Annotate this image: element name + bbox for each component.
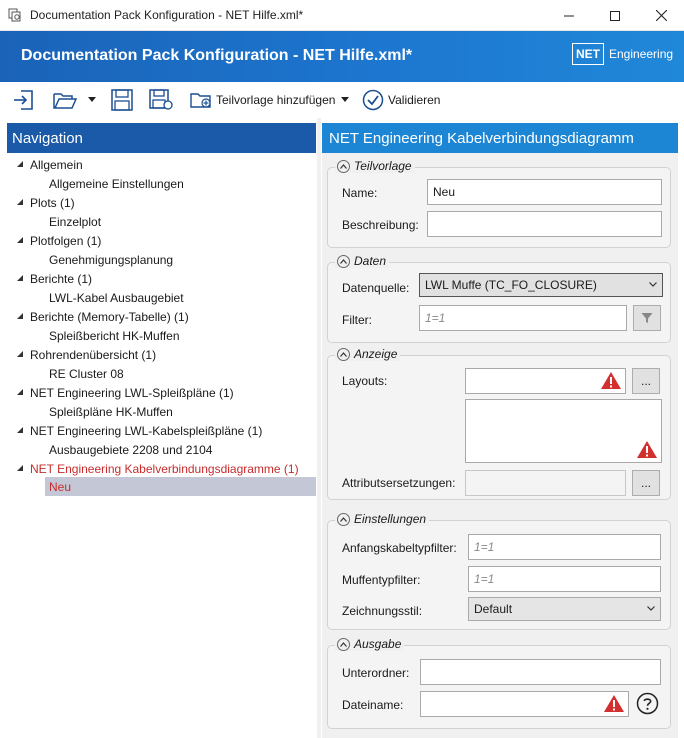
add-template-label: Teilvorlage hinzufügen xyxy=(216,93,336,107)
layouts-label: Layouts: xyxy=(342,374,388,388)
tree-node-label: Rohrendenübersicht (1) xyxy=(30,347,157,362)
save-all-icon xyxy=(148,88,174,112)
tree-node-label: Plotfolgen (1) xyxy=(30,233,102,248)
maximize-button[interactable] xyxy=(592,0,638,31)
tree-leaf-label: Spleißbericht HK-Muffen xyxy=(49,328,180,343)
tree-node-label: Berichte (1) xyxy=(30,271,93,286)
tree-leaf-label: Allgemeine Einstellungen xyxy=(49,176,184,191)
logo-box: NET xyxy=(572,43,604,65)
filter-label: Filter: xyxy=(342,313,372,327)
group-ausgabe xyxy=(327,637,671,729)
import-arrow-icon xyxy=(12,88,36,112)
group-title: Ausgabe xyxy=(354,637,402,651)
filter-funnel-icon xyxy=(641,312,653,324)
tree-leaf-einzelplot[interactable] xyxy=(7,212,316,231)
tree-node-label: Allgemein xyxy=(30,157,83,172)
attribute-replacements-input xyxy=(465,470,626,496)
tree-node-plotfolgen[interactable] xyxy=(7,231,316,250)
start-cable-filter-label: Anfangskabeltypfilter: xyxy=(342,541,457,555)
tree-leaf-label: LWL-Kabel Ausbaugebiet xyxy=(49,290,184,305)
expanded-triangle-icon[interactable] xyxy=(15,425,25,435)
group-header[interactable] xyxy=(335,637,404,651)
tree-node-rohrendenuebersicht[interactable] xyxy=(7,345,316,364)
minimize-button[interactable] xyxy=(546,0,592,31)
navigation-panel xyxy=(7,123,316,733)
data-source-value: LWL Muffe (TC_FO_CLOSURE) xyxy=(425,278,597,292)
chevron-down-icon xyxy=(647,606,655,611)
tree-node-label: NET Engineering Kabelverbindungsdiagramme (1) xyxy=(30,461,299,476)
tree-leaf-spleissplaene-hk[interactable] xyxy=(7,402,316,421)
import-button[interactable] xyxy=(12,87,36,113)
expanded-triangle-icon[interactable] xyxy=(15,311,25,321)
sleeve-filter-label: Muffentypfilter: xyxy=(342,573,421,587)
chevron-down-icon xyxy=(649,282,657,287)
collapse-chevron-icon[interactable] xyxy=(337,348,350,361)
window-title: Documentation Pack Konfiguration - NET Hilfe.xml* xyxy=(30,8,304,22)
layouts-list[interactable] xyxy=(465,399,662,463)
group-header[interactable] xyxy=(335,347,400,361)
description-label: Beschreibung: xyxy=(342,218,419,232)
expanded-triangle-icon[interactable] xyxy=(15,387,25,397)
tree-leaf-label: Einzelplot xyxy=(49,214,102,229)
detail-header: NET Engineering Kabelverbindungsdiagramm xyxy=(322,123,678,153)
expanded-triangle-icon[interactable] xyxy=(15,273,25,283)
tree-leaf-neu[interactable] xyxy=(45,477,316,496)
collapse-chevron-icon[interactable] xyxy=(337,513,350,526)
minimize-icon xyxy=(564,11,574,21)
subfolder-input[interactable] xyxy=(420,659,661,685)
name-label: Name: xyxy=(342,186,378,200)
drawing-style-label: Zeichnungsstil: xyxy=(342,604,423,618)
group-daten xyxy=(327,254,671,343)
expanded-triangle-icon[interactable] xyxy=(15,463,25,473)
name-input[interactable]: Neu xyxy=(427,179,662,205)
collapse-chevron-icon[interactable] xyxy=(337,160,350,173)
subfolder-label: Unterordner: xyxy=(342,666,410,680)
tree-node-plots[interactable] xyxy=(7,193,316,212)
save-all-button[interactable] xyxy=(148,87,174,113)
expanded-triangle-icon[interactable] xyxy=(15,197,25,207)
open-button[interactable] xyxy=(52,87,96,113)
tree-node-berichte[interactable] xyxy=(7,269,316,288)
group-einstellungen xyxy=(327,512,671,630)
folder-add-icon xyxy=(190,90,212,110)
save-button[interactable] xyxy=(110,87,134,113)
group-title: Anzeige xyxy=(354,347,398,361)
collapse-chevron-icon[interactable] xyxy=(337,638,350,651)
layouts-input[interactable] xyxy=(465,368,626,394)
help-icon[interactable] xyxy=(636,692,659,715)
tree-node-berichte-memory[interactable] xyxy=(7,307,316,326)
close-button[interactable] xyxy=(638,0,684,31)
expanded-triangle-icon[interactable] xyxy=(15,159,25,169)
tree-leaf-spleissbericht[interactable] xyxy=(7,326,316,345)
tree-leaf-genehmigungsplanung[interactable] xyxy=(7,250,316,269)
logo-text: Engineering xyxy=(609,47,674,61)
warning-icon xyxy=(600,371,622,390)
tree-node-lwl-kabelspleissplaene[interactable] xyxy=(7,421,316,440)
expanded-triangle-icon[interactable] xyxy=(15,235,25,245)
group-title: Einstellungen xyxy=(354,512,427,526)
dropdown-arrow-icon[interactable] xyxy=(88,97,96,103)
layouts-browse-button[interactable]: ... xyxy=(632,368,660,394)
tree-leaf-ausbaugebiete[interactable] xyxy=(7,440,316,459)
sleeve-filter-input[interactable]: 1=1 xyxy=(468,566,661,592)
tree-node-label: Plots (1) xyxy=(30,195,75,210)
tree-leaf-label: Neu xyxy=(49,479,72,494)
save-icon xyxy=(110,88,134,112)
dropdown-arrow-icon xyxy=(341,97,349,103)
warning-icon xyxy=(636,440,658,459)
validate-button[interactable] xyxy=(362,87,440,113)
collapse-chevron-icon[interactable] xyxy=(337,255,350,268)
group-teilvorlage xyxy=(327,159,671,248)
panel-splitter[interactable] xyxy=(317,118,321,738)
tree-leaf-re-cluster[interactable] xyxy=(7,364,316,383)
group-title: Teilvorlage xyxy=(354,159,412,173)
filename-input[interactable] xyxy=(420,691,629,717)
tree-leaf-allgemeine-einstellungen[interactable] xyxy=(7,174,316,193)
expanded-triangle-icon[interactable] xyxy=(15,349,25,359)
close-icon xyxy=(656,10,667,21)
app-icon xyxy=(8,8,22,22)
title-bar xyxy=(0,0,684,31)
tree-node-label: Berichte (Memory-Tabelle) (1) xyxy=(30,309,189,324)
attribute-browse-button[interactable]: ... xyxy=(632,470,660,496)
tree-leaf-label: Genehmigungsplanung xyxy=(49,252,174,267)
maximize-icon xyxy=(610,11,620,21)
tree-node-kabelverbindungsdiagramme[interactable] xyxy=(7,459,316,478)
tree-leaf-lwl-kabel-ausbaugebiet[interactable] xyxy=(7,288,316,307)
tree-node-allgemein[interactable] xyxy=(7,155,316,174)
drawing-style-value: Default xyxy=(474,602,513,616)
drawing-style-select[interactable] xyxy=(468,597,661,621)
group-anzeige xyxy=(327,347,671,500)
banner-title: Documentation Pack Konfiguration - NET Hilfe.xml* xyxy=(21,47,413,64)
checkmark-circle-icon xyxy=(362,89,384,111)
filter-input[interactable]: 1=1 xyxy=(419,305,627,331)
filter-button[interactable] xyxy=(633,305,661,331)
tree-leaf-label: RE Cluster 08 xyxy=(49,366,124,381)
group-header[interactable] xyxy=(335,254,389,268)
tree-leaf-label: Ausbaugebiete 2208 und 2104 xyxy=(49,442,213,457)
data-source-select[interactable] xyxy=(419,273,663,297)
description-input[interactable] xyxy=(427,211,662,237)
group-header[interactable] xyxy=(335,512,429,526)
folder-open-icon xyxy=(52,88,78,112)
tree-leaf-label: Spleißpläne HK-Muffen xyxy=(49,404,173,419)
warning-icon xyxy=(603,694,625,713)
navigation-header: Navigation xyxy=(7,123,316,153)
detail-panel xyxy=(322,123,678,738)
add-template-button[interactable] xyxy=(190,87,349,113)
tree-node-label: NET Engineering LWL-Kabelspleißpläne (1) xyxy=(30,423,263,438)
filename-label: Dateiname: xyxy=(342,698,404,712)
validate-label: Validieren xyxy=(388,93,441,107)
attribute-replacements-label: Attributsersetzungen: xyxy=(342,476,456,490)
tree-node-lwl-spleissplaene[interactable] xyxy=(7,383,316,402)
group-title: Daten xyxy=(354,254,387,268)
tree-node-label: NET Engineering LWL-Spleißpläne (1) xyxy=(30,385,234,400)
start-cable-filter-input[interactable]: 1=1 xyxy=(468,534,661,560)
group-header[interactable] xyxy=(335,159,415,173)
data-source-label: Datenquelle: xyxy=(342,281,410,295)
header-banner xyxy=(0,31,684,82)
toolbar xyxy=(0,82,684,118)
net-engineering-logo xyxy=(572,43,673,65)
